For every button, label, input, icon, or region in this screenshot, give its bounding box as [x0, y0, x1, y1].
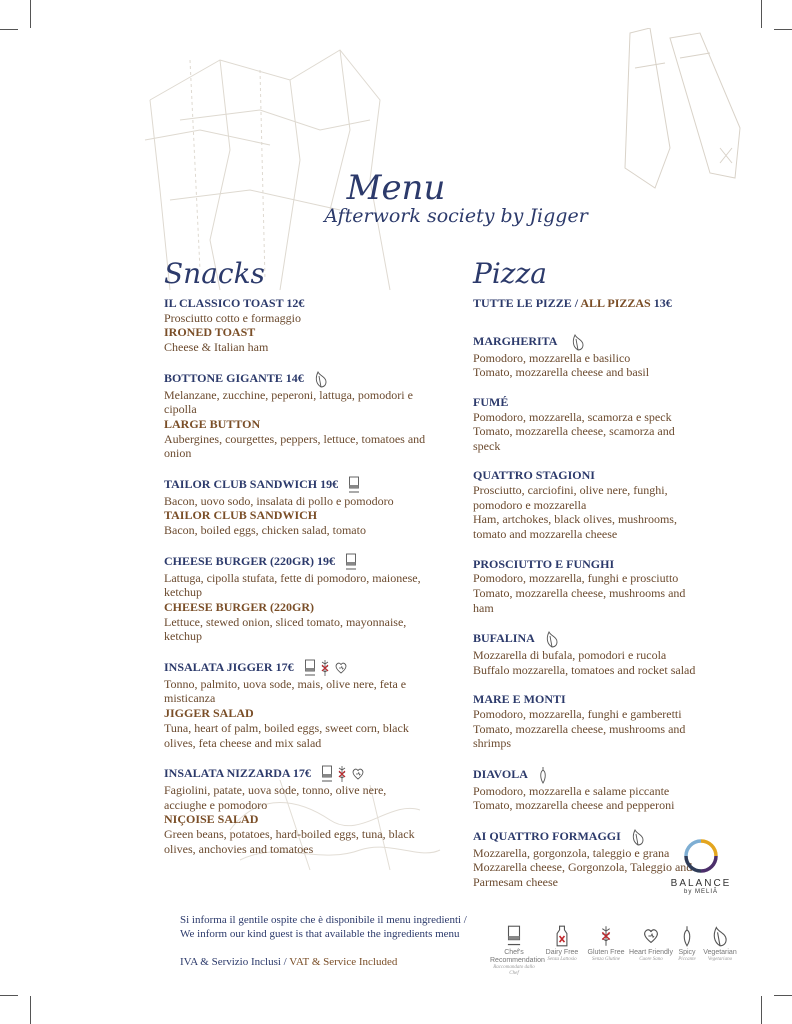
- item-name-it: INSALATA NIZZARDA 17€: [164, 765, 311, 780]
- icon-legend: [482, 925, 742, 975]
- menu-item: [473, 395, 703, 454]
- item-desc-it: Pomodoro, mozzarella e basilico: [473, 350, 631, 365]
- crop-mark: [761, 996, 762, 1024]
- vegetarian-icon: [314, 370, 328, 388]
- spicy-icon: [680, 925, 694, 947]
- ingredients-notice: [180, 913, 467, 941]
- chef-recommendation-icon: [345, 553, 357, 571]
- item-desc-it: Fagiolini, patate, uova sode, tonno, olive nere, acciughe e pomodoro: [164, 782, 387, 812]
- chef-recommendation-icon: [321, 765, 333, 783]
- notice-en: We inform our kind guest is that available the ingredients menu: [180, 928, 460, 940]
- item-name-it: CHEESE BURGER (220GR) 19€: [164, 553, 336, 568]
- crop-mark: [30, 0, 31, 28]
- legend-sub: Senza Lattosio: [547, 957, 577, 962]
- snacks-heading: Snacks: [164, 257, 265, 290]
- item-name-en: IRONED TOAST: [164, 325, 256, 340]
- item-desc-en: Green beans, potatoes, hard-boiled eggs, tuna, black olives, anchovies and tomatoes: [164, 827, 415, 856]
- menu-item: [473, 468, 703, 542]
- item-desc-en: Tuna, heart of palm, boiled eggs, sweet corn, black olives, feta cheese and mix salad: [164, 720, 409, 750]
- spicy-icon: [538, 766, 548, 784]
- gluten-free-icon: [320, 659, 330, 677]
- vegetarian-icon: [545, 630, 559, 648]
- menu-item: [164, 553, 429, 645]
- item-name-en: LARGE BUTTON: [164, 416, 261, 431]
- menu-subtitle: Afterwork society by Jigger: [324, 205, 588, 227]
- item-desc-en: Tomato, mozzarella cheese and basil: [473, 365, 650, 380]
- item-desc-it: Pomodoro, mozzarella, scamorza e speck: [473, 409, 672, 424]
- item-name-en: CHEESE BURGER (220GR): [164, 599, 315, 614]
- legend-sub: Piccante: [678, 957, 696, 962]
- balance-logo: [668, 838, 734, 895]
- item-desc-it: Prosciutto, carciofini, olive nere, funghi, pomodoro e mozzarella: [473, 483, 668, 512]
- tax-notice: [180, 955, 397, 969]
- legend-item: [490, 925, 545, 977]
- vegetarian-icon: [631, 828, 645, 846]
- item-desc-it: Bacon, uovo sodo, insalata di pollo e pomodoro: [164, 493, 394, 508]
- item-desc-en: Ham, artchokes, black olives, mushrooms, tomato and mozzarella cheese: [473, 512, 677, 542]
- item-desc-it: Melanzane, zucchine, peperoni, lattuga, pomodori e cipolla: [164, 387, 413, 417]
- item-desc-it: Mozzarella, gorgonzola, taleggio e grana: [473, 845, 670, 860]
- legend-title: Vegetarian: [703, 949, 737, 956]
- menu-item: [473, 557, 703, 616]
- dairy-free-icon: [554, 925, 570, 947]
- item-name-it: DIAVOLA: [473, 766, 528, 781]
- heart-friendly-icon: [642, 925, 660, 947]
- legend-title: Heart Friendly: [629, 949, 673, 956]
- crop-mark: [761, 0, 762, 28]
- menu-item: [164, 765, 429, 857]
- item-name-en: NIÇOISE SALAD: [164, 812, 259, 827]
- item-name-it: IL CLASSICO TOAST 12€: [164, 296, 305, 310]
- price-line-price: 13€: [650, 296, 672, 310]
- crop-mark: [774, 29, 792, 30]
- gluten-free-icon: [337, 765, 347, 783]
- notice-it: Si informa il gentile ospite che è disponibile il menu ingredienti /: [180, 914, 467, 926]
- item-desc-it: Pomodoro, mozzarella, funghi e gamberetti: [473, 706, 682, 721]
- crop-mark: [0, 29, 18, 30]
- legend-item: [696, 925, 744, 963]
- item-desc-en: Mozzarella cheese, Gorgonzola, Taleggio and Parmesam cheese: [473, 860, 693, 890]
- menu-item: [164, 476, 429, 538]
- item-desc-it: Pomodoro, mozzarella, funghi e prosciutto: [473, 571, 679, 586]
- menu-item: [164, 370, 429, 462]
- snacks-list: [164, 296, 429, 871]
- crop-mark: [0, 995, 18, 996]
- legend-sub: Vegetariano: [707, 957, 733, 962]
- heart-friendly-icon: [351, 767, 365, 781]
- item-name-en: JIGGER SALAD: [164, 706, 254, 721]
- legend-sub: Senza Glutine: [592, 957, 620, 962]
- item-desc-it: Prosciutto cotto e formaggio: [164, 310, 301, 325]
- brand-by: by MELIÃ: [683, 889, 718, 895]
- menu-item: [164, 296, 429, 355]
- chef-recommendation-icon: [348, 476, 360, 494]
- item-name-it: FUMÉ: [473, 394, 509, 409]
- tax-en: VAT & Service Included: [289, 956, 398, 968]
- menu-item: [473, 333, 703, 380]
- item-name-it: MARE E MONTI: [473, 692, 566, 707]
- item-name-it: BUFALINA: [473, 630, 535, 645]
- legend-item: [582, 925, 630, 963]
- item-desc-en: Tomato, mozzarella cheese, mushrooms and shrimps: [473, 721, 686, 751]
- item-desc-en: Buffalo mozzarella, tomatoes and rocket salad: [473, 662, 696, 677]
- item-desc-en: Tomato, mozzarella cheese and pepperoni: [473, 798, 675, 813]
- item-name-it: MARGHERITA: [473, 333, 558, 348]
- chef-recommendation-icon: [506, 925, 522, 947]
- item-name-it: AI QUATTRO FORMAGGI: [473, 828, 621, 843]
- brand-name: BALANCE: [670, 878, 732, 889]
- item-name-it: PROSCIUTTO E FUNGHI: [473, 556, 615, 571]
- item-desc-it: Tonno, palmito, uova sode, mais, olive nere, feta e misticanza: [164, 676, 407, 706]
- legend-title: Chef's Recommendation: [490, 949, 545, 964]
- crop-mark: [774, 995, 792, 996]
- item-name-it: INSALATA JIGGER 17€: [164, 659, 294, 674]
- item-desc-en: Lettuce, stewed onion, sliced tomato, mayonnaise, ketchup: [164, 614, 407, 644]
- price-line-it: TUTTE LE PIZZE /: [473, 296, 581, 310]
- item-name-it: QUATTRO STAGIONI: [473, 468, 595, 483]
- heart-friendly-icon: [334, 661, 348, 675]
- pizza-heading: Pizza: [473, 257, 547, 290]
- item-desc-it: Lattuga, cipolla stufata, fette di pomodoro, maionese, ketchup: [164, 570, 421, 600]
- item-name-it: TAILOR CLUB SANDWICH 19€: [164, 476, 339, 491]
- balance-ring-icon: [683, 838, 719, 874]
- legend-sub: Raccomandato dallo Chef: [493, 965, 535, 976]
- menu-item: [164, 659, 429, 751]
- legend-title: Dairy Free: [545, 949, 579, 956]
- item-desc-en: Aubergines, courgettes, peppers, lettuce, tomatoes and onion: [164, 431, 426, 461]
- legend-sub: Cuore Sano: [639, 957, 663, 962]
- item-desc-en: Bacon, boiled eggs, chicken salad, tomato: [164, 523, 366, 538]
- crop-mark: [30, 996, 31, 1024]
- legend-title: Spicy: [678, 949, 696, 956]
- item-desc-en: Cheese & Italian ham: [164, 340, 269, 355]
- item-desc-en: Tomato, mozzarella cheese, scamorza and speck: [473, 424, 675, 453]
- menu-item: [473, 692, 703, 751]
- gluten-free-icon: [599, 925, 613, 947]
- legend-item: [538, 925, 586, 963]
- vegetarian-icon: [711, 925, 729, 947]
- vegetarian-icon: [571, 333, 585, 351]
- chef-recommendation-icon: [304, 659, 316, 677]
- menu-item: [473, 766, 703, 813]
- pizza-price-line: [473, 296, 703, 311]
- menu-title: Menu: [346, 168, 446, 208]
- tax-it: IVA & Servizio Inclusi /: [180, 956, 290, 968]
- price-line-en: ALL PIZZAS: [580, 296, 651, 310]
- item-name-it: BOTTONE GIGANTE 14€: [164, 370, 304, 385]
- legend-title: Gluten Free: [587, 949, 625, 956]
- item-name-en: TAILOR CLUB SANDWICH: [164, 508, 318, 523]
- item-desc-it: Mozzarella di bufala, pomodori e rucola: [473, 648, 667, 662]
- item-desc-it: Pomodoro, mozzarella e salame piccante: [473, 783, 670, 798]
- item-desc-en: Tomato, mozzarella cheese, mushrooms and ham: [473, 585, 686, 615]
- pizza-list: [473, 296, 703, 904]
- menu-item: [473, 630, 703, 677]
